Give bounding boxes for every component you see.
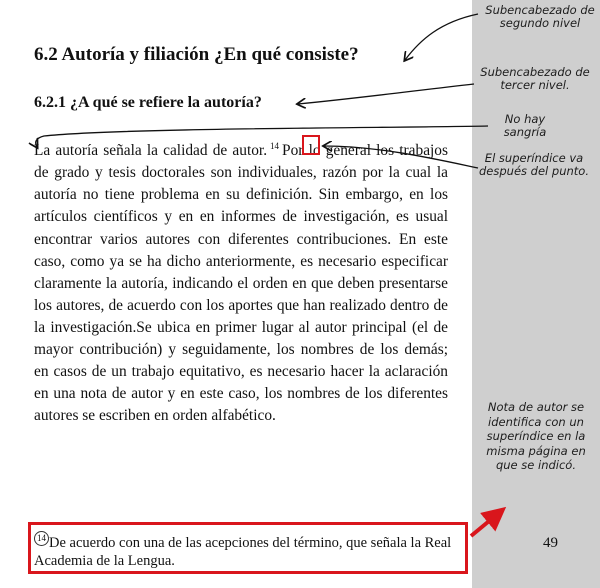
annotation-no-indent: No hay sangría	[503, 112, 547, 139]
section-title: 6.2 Autoría y filiación ¿En qué consiste?	[34, 44, 359, 65]
annotation-second-level: Subencabezado de segundo nivel	[485, 3, 595, 30]
body-text-after-ref: Por lo general los trabajos de grado y tesis doctorales son individuales, razón por la cual la autoría no tiene problema en su definición. Sin embargo, en los artículos científicos y en en informes de investigación, es usual encontrar varios autores con diferentes contribuciones. En este caso, como ya se ha dicho anteriormente, es necesario especificar claramente la autoría, indicando el orden en que deben presentarse los autores, de acuerdo con los aportes que han realizado dentro de la investigación.Se ubica en primer lugar al autor principal (el de mayor contribución) y seguidamente, los nombres de los demás; en casos de un trabajo equitativo, es necesario hacer la aclaración en una nota de autor y en este caso, los nombres de los diferentes autores se escriben en orden alfabético.	[34, 142, 448, 425]
arrow-third-level	[298, 84, 474, 104]
arrow-no-indent	[36, 126, 488, 147]
annotation-author-note: Nota de autor se identifica con un superíndice en la misma página en que se indicó.	[486, 400, 586, 472]
arrow-author-note	[471, 512, 500, 536]
annotation-third-level: Subencabezado de tercer nivel.	[480, 65, 590, 92]
annotation-superscript: El superíndice va después del punto.	[479, 151, 589, 178]
arrow-second-level	[405, 14, 478, 60]
footnote-text: De acuerdo con una de las acepciones del término, que señala la Real Academia de la Lengua.	[34, 534, 452, 569]
footnote-number: 14	[34, 531, 49, 546]
subsection-title: 6.2.1 ¿A qué se refiere la autoría?	[34, 94, 262, 111]
footnote-reference: 14	[270, 141, 280, 151]
arrow-superscript	[324, 146, 478, 168]
body-text-before-ref: La autoría señala la calidad de autor.	[34, 142, 268, 160]
page-number: 49	[543, 535, 558, 551]
